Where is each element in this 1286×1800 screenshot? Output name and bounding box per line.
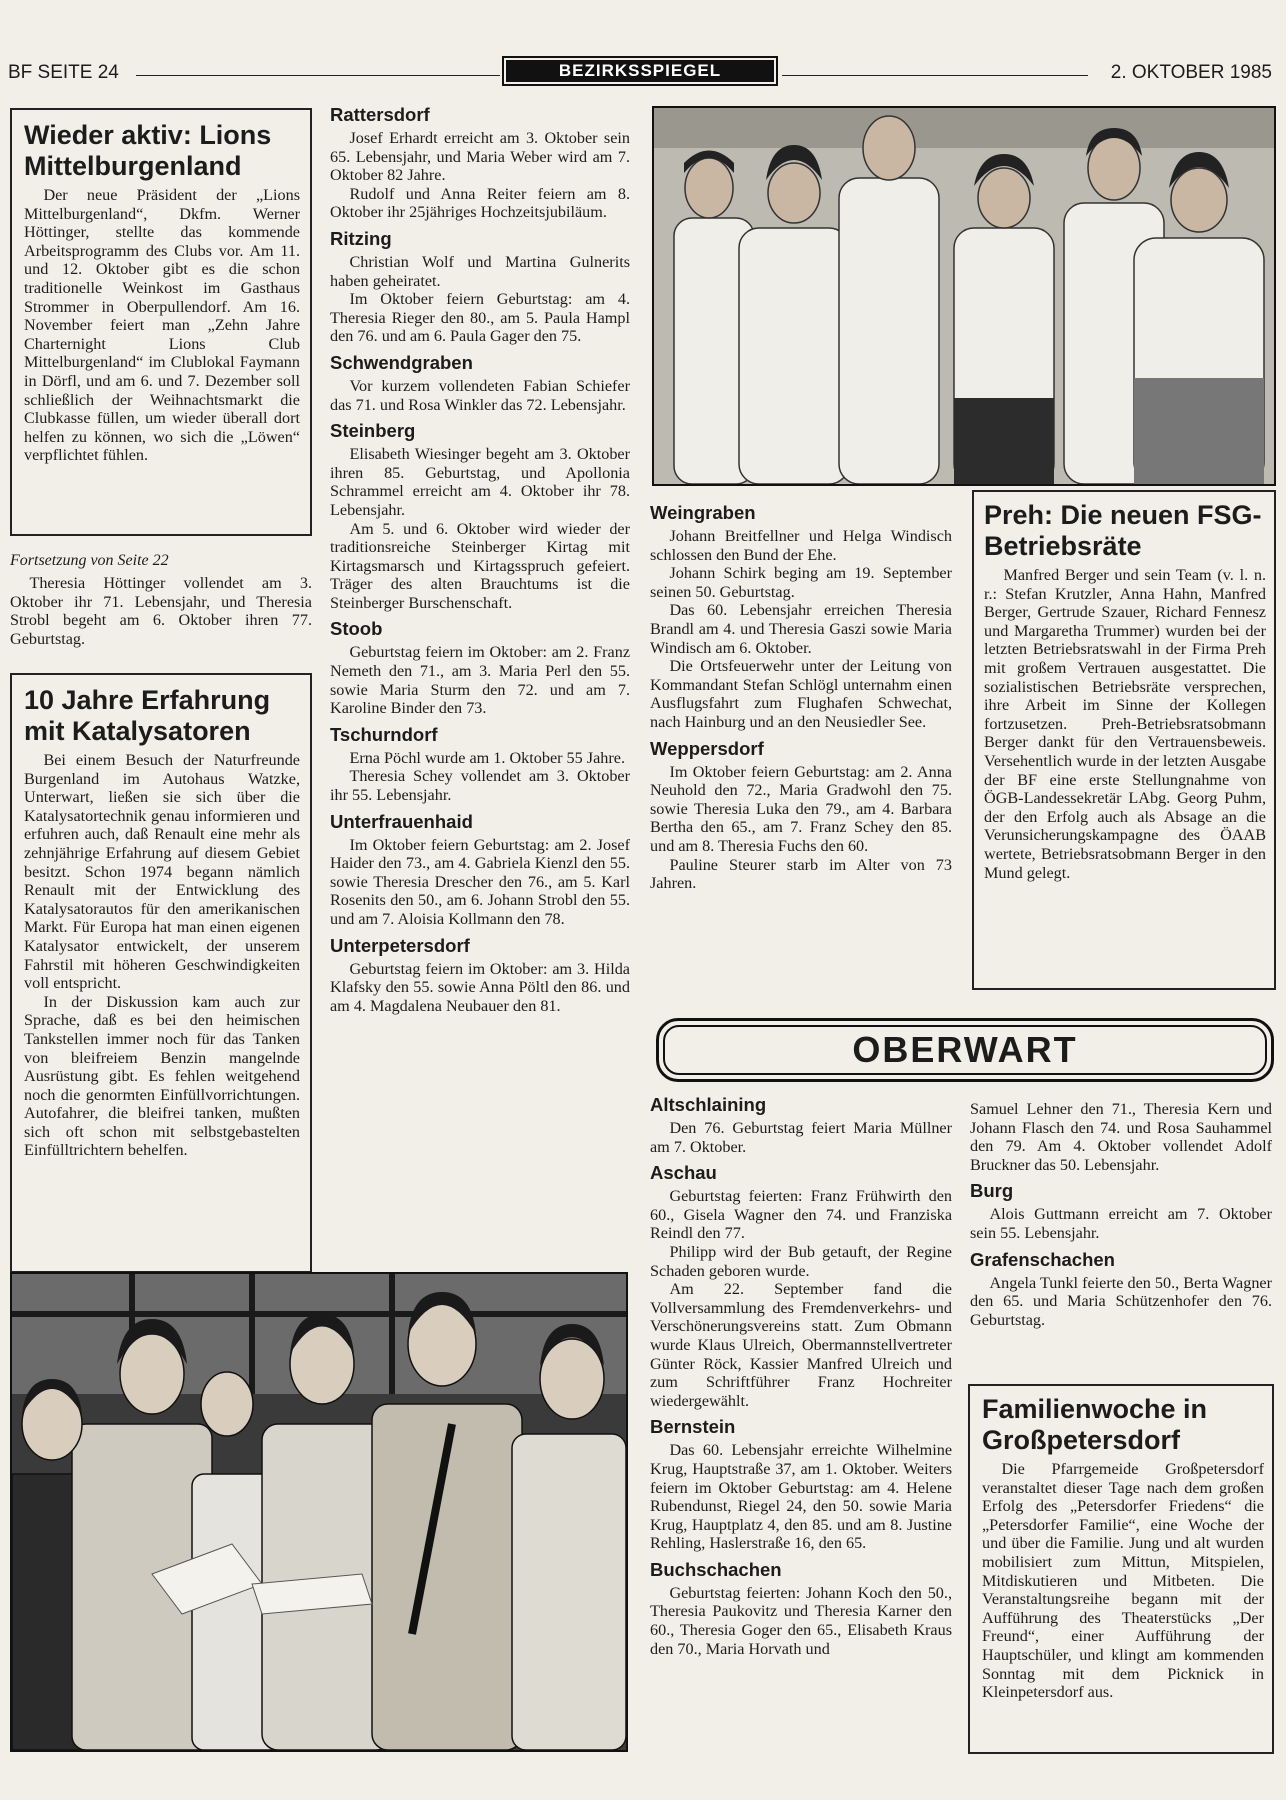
- news-paragraph: Theresia Schey vollendet am 3. Oktober ihr 55. Lebensjahr.: [330, 767, 630, 805]
- oberwart-column-2: [970, 1100, 1272, 1329]
- news-paragraph: Alois Guttmann erreicht am 7. Oktober sein 55. Lebensjahr.: [970, 1205, 1272, 1242]
- katalysator-article: [10, 673, 312, 1273]
- preh-article: [972, 490, 1276, 990]
- news-paragraph: Angela Tunkl feierte den 50., Berta Wagner den 65. und Maria Schützenhofer den 76. Geburtstag.: [970, 1273, 1272, 1329]
- news-paragraph: Philipp wird der Bub getauft, der Regine Schaden geboren wurde.: [650, 1242, 952, 1280]
- familienwoche-title: Familienwoche in Großpetersdorf: [982, 1394, 1208, 1455]
- news-paragraph: Den 76. Geburtstag feiert Maria Müllner am 7. Oktober.: [650, 1119, 952, 1156]
- heading-grafenschachen: Grafenschachen: [970, 1248, 1115, 1270]
- issue-date: 2. OKTOBER 1985: [1110, 62, 1272, 83]
- news-paragraph: Geburtstag feierten: Franz Frühwirth den 60., Gisela Wagner den 74. und Franziska Reindl den 77.: [650, 1187, 952, 1243]
- header-rule-left: [136, 75, 500, 76]
- heading-bernstein: Bernstein: [650, 1416, 736, 1438]
- news-paragraph: Johann Breitfellner und Helga Windisch schlossen den Bund der Ehe.: [650, 527, 952, 564]
- oberwart-title: OBERWART: [663, 1025, 1267, 1075]
- preh-photo-illustration: [654, 108, 1274, 484]
- heading-altschlaining: Altschlaining: [650, 1094, 767, 1115]
- continuation-text: Theresia Höttinger vollendet am 3. Oktober ihr 71. Lebensjahr, und Theresia Strobl begeht am 6. Oktober ihren 77. Geburtstag.: [10, 574, 312, 648]
- news-paragraph: Die Ortsfeuerwehr unter der Leitung von Kommandant Stefan Schlögl unternahm einen Ausflugsfahrt zum Flughafen Schwechat, nach Hainburg und an den Neusiedler See.: [650, 657, 952, 731]
- heading-rattersdorf: Rattersdorf: [330, 104, 430, 125]
- heading-weppersdorf: Weppersdorf: [650, 737, 764, 759]
- lions-title: Wieder aktiv: Lions Mittelburgenland: [24, 120, 272, 181]
- news-paragraph: Am 22. September fand die Vollversammlung des Fremdenverkehrs- und Verschönerungsvereins statt. Zum Obmann wurde Klaus Ulreich, Obermannstellvertreter Günter Röck, Kassier Manfred Ulreich und zum Schriftführer Franz Hochreiter wiedergewählt.: [650, 1280, 952, 1410]
- heading-burg: Burg: [970, 1180, 1014, 1202]
- news-paragraph: Geburtstag feierten: Johann Koch den 50., Theresia Paukovitz und Theresia Karner den 60., Theresia Goger den 65., Elisabeth Kraus den 70., Maria Horvath und: [650, 1583, 952, 1658]
- news-paragraph: Im Oktober feiern Geburtstag: am 2. Anna Neuhold den 72., Maria Gradwohl den 75. sowie Theresia Luka den 79., am 4. Barbara Bertha den 65., am 7. Franz Schey den 85. und am 8. Theresia Fuchs den 60.: [650, 762, 952, 855]
- news-paragraph: Im Oktober feiern Geburtstag: am 2. Josef Haider den 73., am 4. Gabriela Kienzl den 55. sowie Theresia Drescher den 76., am 5. Karl Rosenits den 50., am 6. Johann Strobl den 55. und am 7. Aloisia Kollmann den 78.: [330, 835, 630, 928]
- news-paragraph: Geburtstag feiern im Oktober: am 2. Franz Nemeth den 71., am 3. Maria Perl den 55. sowie Maria Sturm den 72. und am 7. Karoline Binder den 73.: [330, 643, 630, 718]
- news-paragraph: Elisabeth Wiesinger begeht am 3. Oktober ihren 85. Geburtstag, und Apollonia Schrammel erreicht am 4. Oktober ihr 78. Lebensjahr.: [330, 445, 630, 519]
- heading-buchschachen: Buchschachen: [650, 1558, 782, 1580]
- lions-text: Der neue Präsident der „Lions Mittelburgenland“, Dkfm. Werner Höttinger, stellte das kommende Arbeitsprogramm des Clubs vor. Am 11. und 12. Oktober gibt es die schon traditionelle Weinkost im Gasthaus Strommer in Oberpullendorf. Am 16. November feiert man „Zehn Jahre Charternight Lions Club Mittelburgenland“ im Clublokal Faymann in Dörfl, und am 6. und 7. Dezember soll schließlich der Weihnachtsmarkt die Clubkasse füllen, um wieder überall dort helfen zu können, wo sich die „Löwen“ verpflichtet fühlen.: [24, 186, 300, 465]
- news-paragraph: Vor kurzem vollendeten Fabian Schiefer das 71. und Rosa Winkler das 72. Lebensjahr.: [330, 376, 630, 414]
- section-badge-label: BEZIRKSSPIEGEL: [506, 60, 774, 82]
- continuation-label: Fortsetzung von Seite 22: [10, 552, 169, 569]
- heading-ritzing: Ritzing: [330, 227, 392, 249]
- heading-unterfrauenhaid: Unterfrauenhaid: [330, 810, 473, 832]
- news-paragraph: Josef Erhardt erreicht am 3. Oktober sein 65. Lebensjahr, und Maria Weber wird am 7. Oktober 82 Jahre.: [330, 129, 630, 185]
- news-paragraph: Pauline Steurer starb im Alter von 73 Jahren.: [650, 855, 952, 893]
- oberwart-column-1: [650, 1094, 952, 1658]
- katalysator-title: 10 Jahre Erfahrung mit Katalysatoren: [24, 685, 271, 746]
- katalysator-text-2: In der Diskussion kam auch zur Sprache, daß es bei den heimischen Tankstellen immer noch für das Tanken von bleifreiem Benzin mangelnde Ausrüstung gibt. Es fehlen weitgehend noch die genormten Einfüllvorrichtungen. Autofahrer, die bleifrei tanken, mußten sich oft schon mit selbstgebastelten Einfülltrichtern behelfen.: [24, 992, 300, 1160]
- section-badge: [502, 56, 778, 86]
- news-paragraph: Erna Pöchl wurde am 1. Oktober 55 Jahre.: [349, 748, 625, 767]
- heading-steinberg: Steinberg: [330, 420, 416, 442]
- oberwart-banner: [656, 1018, 1274, 1082]
- header-rule-right: [782, 75, 1088, 76]
- katalysator-photo-illustration: [12, 1274, 626, 1750]
- preh-text: Manfred Berger und sein Team (v. l. n. r.: Stefan Krutzler, Anna Hahn, Manfred Berger, Gertrude Szauer, Richard Fennesz und Margaretha Trummer) wurden bei der letzten Betriebsratswahl in der Firma Preh mit großem Vertrauen ausgestattet. Die sozialistischen Betriebsräte versprechen, ihre Arbeit im Sinne der Kollegen fortzusetzen. Preh-Betriebsratsobmann Berger dankt für den Vertrauensbeweis. Versehentlich wurde in der letzten Ausgabe der BF eine erste Stellungnahme von ÖGB-Landessekretär LAbg. Georg Puhm, der den Erfolg auch als Absage an die Verunsicherungskampagne des ÖAAB wertete, Betriebsratsobmann Berger in den Mund gelegt.: [984, 566, 1266, 882]
- lions-article: [10, 108, 312, 536]
- heading-unterpetersdorf: Unterpetersdorf: [330, 934, 470, 956]
- page-number: BF SEITE 24: [8, 62, 119, 83]
- heading-tschurndorf: Tschurndorf: [330, 723, 438, 745]
- preh-group-photo: [652, 106, 1276, 486]
- katalysator-group-photo: [10, 1272, 628, 1752]
- news-paragraph: Im Oktober feiern Geburtstag: am 4. Theresia Rieger den 80., am 5. Paula Hampl den 76. und am 6. Paula Gager den 75.: [330, 290, 630, 346]
- news-paragraph: Samuel Lehner den 71., Theresia Kern und Johann Flasch den 74. und Rosa Sauhammel den 79. Am 4. Oktober vollendet Adolf Bruckner das 50. Lebensjahr.: [970, 1100, 1272, 1174]
- local-news-column-3: [650, 502, 952, 893]
- news-paragraph: Am 5. und 6. Oktober wird wieder der traditionsreiche Steinberger Kirtag mit Kirtagsmarsch und Kirtagsspruch gefeiert. Träger des alten Brauchtums ist die Steinberger Burschenschaft.: [330, 519, 630, 612]
- heading-aschau: Aschau: [650, 1162, 717, 1184]
- familienwoche-article: [968, 1384, 1274, 1754]
- news-paragraph: Rudolf und Anna Reiter feiern am 8. Oktober ihr 25jähriges Hochzeitsjubiläum.: [330, 184, 630, 222]
- preh-title: Preh: Die neuen FSG-Betriebsräte: [984, 500, 1262, 561]
- news-paragraph: Johann Schirk beging am 19. September seinen 50. Geburtstag.: [650, 564, 952, 601]
- local-news-column-2: [330, 104, 630, 1015]
- katalysator-text-1: Bei einem Besuch der Naturfreunde Burgenland im Autohaus Watzke, Unterwart, ließen sie sich über die Katalysatortechnik genau informieren und erfuhren auch, daß Renault eine mehr als zehnjährige Erfahrung auf diesem Gebiet besitzt. Schon 1974 begann nämlich Renault mit der Entwicklung des Katalysatorautos für den amerikanischen Markt. Für Europa hat man einen eigenen Katalysator entwickelt, der unserem Fahrstil mit höheren Geschwindigkeiten voll entspricht.: [24, 751, 300, 993]
- familienwoche-text: Die Pfarrgemeide Großpetersdorf veranstaltet dieser Tage nach dem großen Erfolg des „Petersdorfer Friedens“ die „Petersdorfer Familie“, eine Woche der und über die Familie. Jung und alt wurden mobilisiert zum Mittun, Mitspielen, Mitdiskutieren und Mitbeten. Die Veranstaltungsreihe begann mit der Aufführung des Theaterstücks „Der Freund“, einer Aufführung der Hauptschüler, und klingt am kommenden Sonntag mit dem Picknick in Kleinpetersdorf aus.: [982, 1460, 1264, 1702]
- heading-weingraben: Weingraben: [650, 502, 756, 523]
- continuation-block: [10, 552, 312, 648]
- news-paragraph: Das 60. Lebensjahr erreichte Wilhelmine Krug, Hauptstraße 37, am 1. Oktober. Weiters feiern im Oktober Geburtstag: am 4. Helene Rubendunst, Riegel 24, den 50. sowie Maria Krug, Hauptplatz 4, den 85. und am 8. Justine Rehling, Haslerstraße 16, den 65.: [650, 1441, 952, 1553]
- heading-stoob: Stoob: [330, 618, 383, 640]
- heading-schwendgraben: Schwendgraben: [330, 351, 473, 373]
- news-paragraph: Christian Wolf und Martina Gulnerits haben geheiratet.: [330, 252, 630, 290]
- news-paragraph: Geburtstag feiern im Oktober: am 3. Hilda Klafsky den 55. sowie Anna Pöltl den 86. und am 4. Magdalena Neubauer den 81.: [330, 959, 630, 1015]
- news-paragraph: Das 60. Lebensjahr erreichen Theresia Brandl am 4. und Theresia Gaszi sowie Maria Windisch am 6. Oktober.: [650, 601, 952, 657]
